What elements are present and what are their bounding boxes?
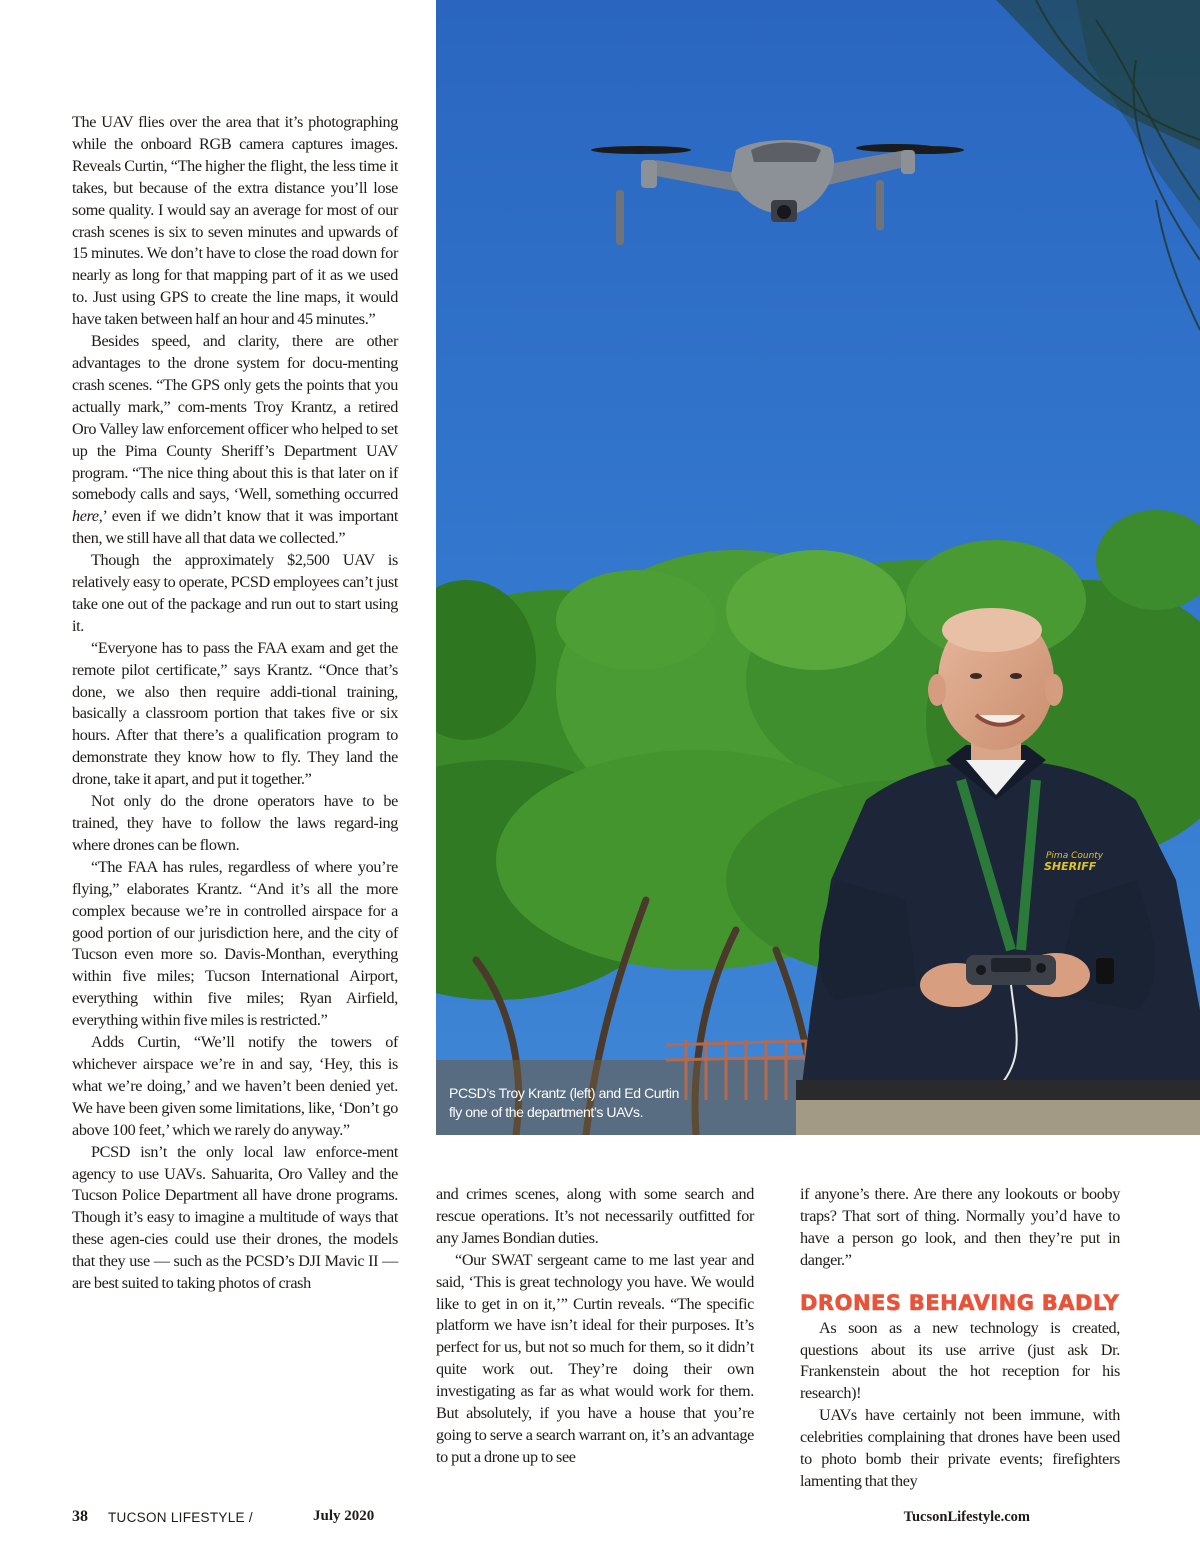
photo-caption-line1: PCSD’s Troy Krantz (left) and Ed Curtin <box>449 1085 680 1101</box>
paragraph: The UAV flies over the area that it’s photographing while the onboard RGB camera captures images. Reveals Curtin, “The higher the flight, the less time it takes, but because of the extra distance you’ll lose some quality. I would say an average for most of our crash scenes is six to seven minutes and upwards of 15 minutes. We don’t have to close the road down for nearly as long for that mapping part of it as we used to. Just using GPS to create the line maps, it would have taken between half an hour and 45 minutes.” <box>72 113 398 329</box>
paragraph: “Everyone has to pass the FAA exam and get the remote pilot certificate,” says Krantz. “Once that’s done, we also then require addi-tional training, basically a classroom portion that takes five or six hours. After that there’s a qualification program to demonstrate they know how to fly. They land the drone, take it apart, and put it together.” <box>72 638 398 789</box>
magazine-name <box>108 1510 253 1525</box>
section-subhead: DRONES BEHAVING BADLY <box>800 1290 1120 1315</box>
issue-date: July 2020 <box>313 1508 375 1524</box>
paragraph: “Our SWAT sergeant came to me last year and said, ‘This is great technology you have. We would like to get in on it,’” Curtin reveals. “The specific platform we have isn’t ideal for their purposes. It’s perfect for us, but not so much for them, so it didn’t quite work out. They’re doing their own investigating as far as what would work for them. But absolutely, if you have a house that you’re going to serve a search warrant on, it’s an advantage to put a drone up to see <box>436 1250 754 1466</box>
paragraph: Besides speed, and clarity, there are other advantages to the drone system for docu-menting crash scenes. “The GPS only gets the points that you actually mark,” com-ments Troy Krantz, a retired Oro Valley law enforcement officer who helped to set up the Pima County Sheriff’s Department UAV program. “The nice thing about this is that later on if somebody calls and says, ‘Well, something occurred here,’ even if we didn’t know that it was important then, we still have all that data we collected.” <box>72 332 398 548</box>
paragraph: UAVs have certainly not been immune, with celebrities complaining that drones have been used to photo bomb their private events; firefighters lamenting that they <box>800 1406 1120 1490</box>
paragraph: As soon as a new technology is created, questions about its use arrive (just ask Dr. Frankenstein about the hot reception for his research)! <box>800 1318 1120 1403</box>
page-footer <box>72 1505 1120 1533</box>
photo-caption <box>449 1084 749 1122</box>
article-column-3 <box>800 1184 1120 1493</box>
article-column-2 <box>436 1184 754 1469</box>
shirt-logo-line1: Pima County <box>1046 851 1104 861</box>
paragraph: PCSD isn’t the only local law enforce-ment agency to use UAVs. Sahuarita, Oro Valley and the Tucson Police Department all have drone programs. Though it’s easy to imagine a multitude of ways that these agen-cies could use their drones, the models that they use — such as the PCSD’s DJI Mavic II — are best suited to taking photos of crash <box>72 1142 398 1293</box>
article-photo <box>436 0 1200 1135</box>
paragraph: and crimes scenes, along with some search and rescue operations. It’s not necessarily outfitted for any James Bondian duties. <box>436 1185 754 1247</box>
paragraph: Not only do the drone operators have to be trained, they have to follow the laws regard-ing where drones can be flown. <box>72 792 398 854</box>
website-url: TucsonLifestyle.com <box>903 1509 1030 1525</box>
paragraph: if anyone’s there. Are there any lookouts or booby traps? That sort of thing. Normally you’d have to have a person go look, and then they’re put in danger.” <box>800 1185 1120 1269</box>
article-column-1 <box>72 112 398 1295</box>
photo-caption-line2: fly one of the department’s UAVs. <box>449 1104 644 1120</box>
page-number: 38 <box>72 1508 88 1525</box>
shirt-logo-line2: SHERIFF <box>1044 860 1097 873</box>
paragraph: Adds Curtin, “We’ll notify the towers of whichever airspace we’re in and say, ‘Hey, this is what we’re doing,’ and we haven’t been denied yet. We have been given some limitations, like, ‘Don’t go above 100 feet,’ which we rarely do anyway.” <box>72 1033 398 1139</box>
magazine-title: TUCSON LIFESTYLE <box>108 1510 245 1525</box>
folio-separator: / <box>244 1510 253 1525</box>
paragraph: “The FAA has rules, regardless of where you’re flying,” elaborates Krantz. “And it’s all the more complex because we’re in controlled airspace for a good portion of our jurisdiction here, and the city of Tucson even more so. Davis-Monthan, everything within five miles; Tucson International Airport, everything within five miles; Ryan Airfield, everything within five miles is restricted.” <box>72 857 398 1030</box>
paragraph: Though the approximately $2,500 UAV is relatively easy to operate, PCSD employees can’t just take one out of the package and run out to start using it. <box>72 551 398 635</box>
